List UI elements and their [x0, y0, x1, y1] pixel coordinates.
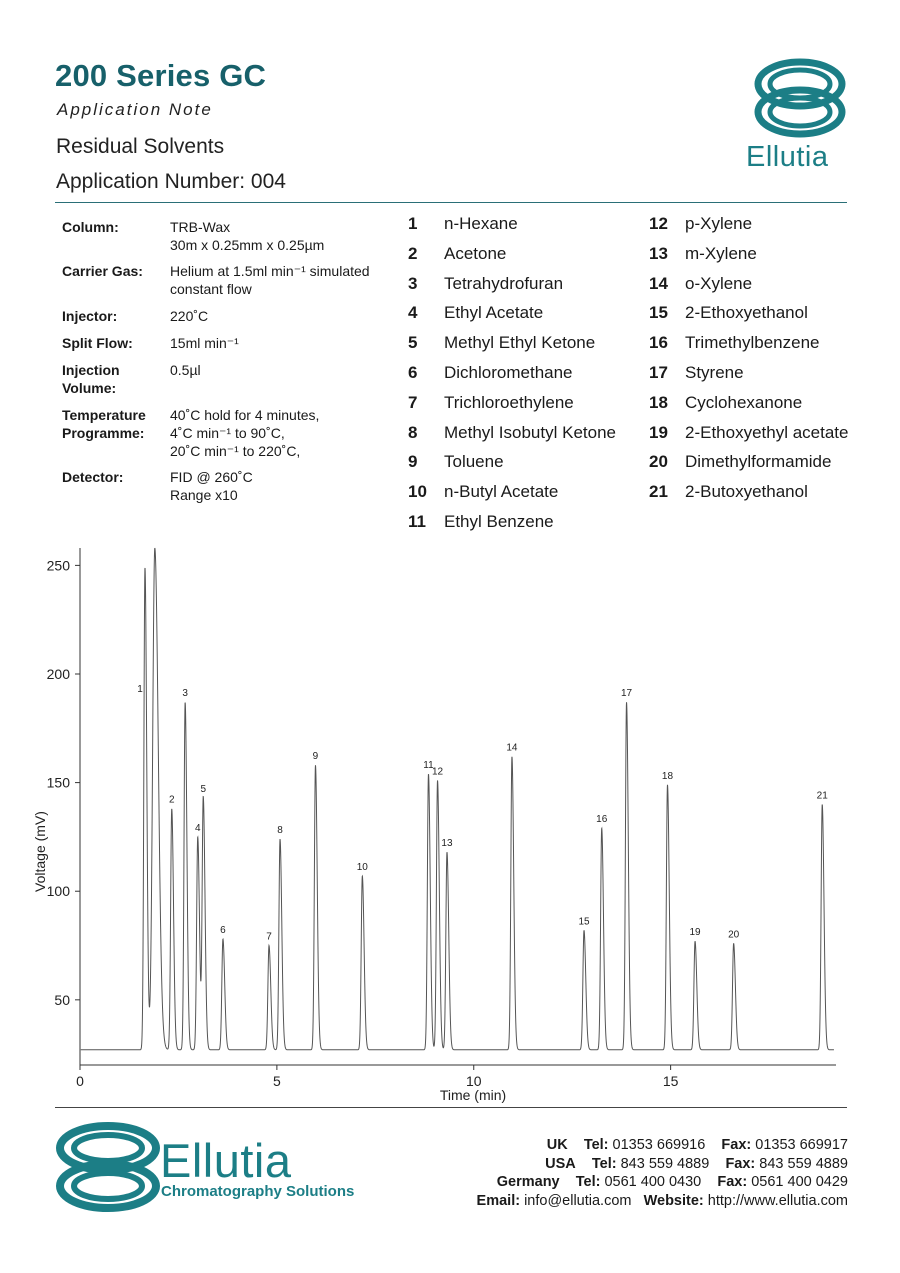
y-axis-label: Voltage (mV): [32, 811, 48, 892]
compound-name: m-Xylene: [685, 243, 757, 263]
compound-number: 19: [649, 422, 668, 442]
compound-item: [649, 274, 752, 294]
compound-number: 3: [408, 273, 418, 293]
fax-number: 843 559 4889: [755, 1156, 848, 1172]
peak-label: 15: [578, 916, 590, 928]
peak-label: 6: [220, 925, 226, 937]
application-number: Application Number: 004: [56, 170, 286, 193]
page-title: 200 Series GC: [55, 58, 267, 93]
condition-label: Split Flow:: [62, 335, 133, 351]
compound-item: [408, 393, 574, 413]
compound-name: Dichloromethane: [444, 363, 573, 382]
compound-name: Acetone: [444, 243, 507, 263]
compound-name: Methyl Ethyl Ketone: [444, 333, 596, 353]
condition-value: 0.5µl: [170, 362, 201, 378]
peak-label: 11: [423, 759, 434, 771]
email-label: Email:: [476, 1193, 521, 1209]
email-link[interactable]: info@ellutia.com: [520, 1193, 632, 1209]
y-tick-label: 100: [46, 883, 70, 900]
compound-name: Tetrahydrofuran: [444, 273, 564, 293]
compound-item: [649, 423, 848, 443]
header-divider: [55, 202, 847, 203]
fax-number: 01353 669917: [751, 1137, 848, 1153]
condition-label: Detector:: [62, 469, 124, 485]
compound-number: 1: [408, 214, 418, 233]
compound-name: Toluene: [444, 452, 504, 472]
x-tick-label: 5: [272, 1073, 281, 1089]
compound-name: Methyl Isobutyl Ketone: [444, 422, 616, 442]
application-topic: Residual Solvents: [56, 135, 225, 158]
peak-label: 10: [356, 862, 368, 874]
compound-name: p-Xylene: [685, 214, 753, 233]
contact-row: [547, 1137, 848, 1153]
compound-item: [649, 214, 752, 234]
compound-number: 5: [408, 333, 418, 353]
compound-number: 18: [649, 392, 668, 412]
brand-name-top: Ellutia: [746, 141, 829, 173]
chromatogram-chart: [0, 530, 900, 1110]
condition-value: TRB-Wax 30m x 0.25mm x 0.25µm: [170, 219, 325, 253]
tel-label: Tel:: [575, 1174, 601, 1190]
y-tick-label: 250: [46, 557, 70, 574]
compound-number: 13: [649, 243, 668, 263]
x-tick-label: 10: [465, 1073, 482, 1089]
website-label: Website:: [643, 1193, 704, 1209]
compound-number: 9: [408, 452, 418, 472]
contact-country: Germany: [496, 1174, 560, 1190]
fax-label: Fax:: [717, 1174, 748, 1190]
y-tick-label: 50: [54, 991, 70, 1008]
chromatogram-trace: [81, 548, 834, 1050]
compound-item: [408, 423, 616, 443]
compound-number: 6: [408, 363, 418, 382]
peak-label: 8: [277, 825, 283, 837]
compound-item: [408, 274, 563, 294]
condition-value: Helium at 1.5ml min⁻¹ simulated constant flow: [170, 263, 370, 297]
compound-number: 16: [649, 333, 668, 353]
compound-item: [408, 363, 573, 383]
peak-label: 21: [816, 790, 828, 802]
contact-country: USA: [545, 1156, 576, 1172]
fax-label: Fax:: [725, 1156, 756, 1172]
brand-name-footer: Ellutia: [160, 1134, 292, 1187]
peak-label: 12: [431, 766, 444, 778]
compound-name: n-Hexane: [444, 214, 518, 233]
page-subtitle: Application Note: [57, 100, 213, 119]
condition-label: Temperature Programme:: [62, 407, 146, 441]
peak-label: 17: [620, 688, 633, 700]
peak-label: 5: [200, 783, 207, 795]
compound-number: 12: [649, 214, 668, 233]
peak-label: 19: [689, 927, 701, 939]
compound-name: 2-Ethoxyethanol: [685, 303, 808, 323]
contact-country: UK: [546, 1137, 568, 1153]
compound-name: o-Xylene: [685, 273, 753, 293]
condition-value: 220˚C: [170, 308, 209, 324]
peak-label: 2: [168, 794, 175, 806]
compound-name: Cyclohexanone: [685, 392, 803, 412]
tel-label: Tel:: [591, 1156, 617, 1172]
condition-value: 15ml min⁻¹: [170, 335, 239, 351]
peak-label: 13: [441, 838, 453, 850]
condition-label: Injection Volume:: [62, 362, 120, 396]
tel-number: 01353 669916: [608, 1137, 706, 1153]
compound-number: 11: [408, 512, 426, 531]
website-link[interactable]: http://www.ellutia.com: [703, 1193, 848, 1209]
y-tick-label: 200: [46, 665, 70, 682]
tel-number: 843 559 4889: [616, 1156, 710, 1172]
compound-number: 7: [408, 392, 418, 412]
compound-name: Ethyl Benzene: [444, 512, 554, 531]
peak-label: 4: [194, 822, 201, 834]
compound-item: [408, 214, 518, 234]
compound-number: 4: [408, 303, 418, 323]
tel-label: Tel:: [583, 1137, 609, 1153]
compound-item: [408, 333, 595, 353]
peak-label: 9: [312, 751, 319, 763]
condition-value: 40˚C hold for 4 minutes, 4˚C min⁻¹ to 90˚C, 20˚C min⁻¹ to 220˚C,: [170, 407, 320, 459]
contact-web-row: [477, 1193, 848, 1209]
y-tick-label: 150: [46, 774, 70, 791]
compound-number: 17: [649, 363, 668, 382]
condition-label: Column:: [62, 219, 119, 235]
x-tick-label: 0: [76, 1073, 84, 1089]
compound-name: 2-Ethoxyethyl acetate: [685, 422, 849, 442]
compound-number: 2: [408, 243, 418, 263]
compound-name: Dimethylformamide: [685, 452, 832, 472]
compound-number: 8: [408, 422, 418, 442]
compound-item: [408, 452, 504, 472]
brand-tagline: Chromatography Solutions: [161, 1183, 355, 1200]
compound-number: 15: [649, 303, 668, 323]
contact-row: [545, 1156, 848, 1172]
compound-item: [408, 303, 543, 323]
compound-item: [649, 452, 831, 472]
compound-item: [649, 482, 808, 502]
compound-item: [649, 333, 820, 353]
compound-name: Ethyl Acetate: [444, 303, 544, 323]
compound-item: [649, 393, 802, 413]
compound-item: [408, 244, 506, 264]
compound-number: 14: [649, 273, 668, 293]
tel-number: 0561 400 0430: [600, 1174, 702, 1190]
compound-number: 20: [649, 452, 668, 472]
compound-name: Trimethylbenzene: [685, 333, 820, 353]
compound-item: [649, 303, 808, 323]
peak-label: 14: [506, 742, 518, 754]
contact-row: [497, 1174, 848, 1190]
peak-label: 1: [137, 683, 143, 695]
condition-value: FID @ 260˚C Range x10: [170, 469, 253, 503]
compound-item: [649, 244, 757, 264]
footer-divider: [55, 1107, 847, 1108]
peak-label: 18: [661, 770, 674, 782]
peak-label: 7: [266, 931, 272, 943]
peak-label: 20: [728, 929, 740, 941]
compound-number: 21: [649, 482, 668, 502]
compound-item: [408, 512, 554, 532]
compound-name: Trichloroethylene: [444, 392, 574, 412]
x-axis-label: Time (min): [439, 1087, 507, 1103]
x-tick-label: 15: [662, 1073, 679, 1089]
compound-item: [649, 363, 744, 383]
compound-name: Styrene: [685, 363, 744, 382]
condition-label: Injector:: [62, 308, 118, 324]
fax-label: Fax:: [721, 1137, 752, 1153]
peak-label: 3: [182, 688, 188, 700]
compound-name: 2-Butoxyethanol: [685, 482, 808, 502]
compound-item: [408, 482, 558, 502]
condition-label: Carrier Gas:: [62, 263, 143, 279]
peak-label: 16: [596, 814, 608, 826]
fax-number: 0561 400 0429: [747, 1174, 848, 1190]
compound-number: 10: [408, 482, 427, 502]
compound-name: n-Butyl Acetate: [444, 482, 559, 502]
